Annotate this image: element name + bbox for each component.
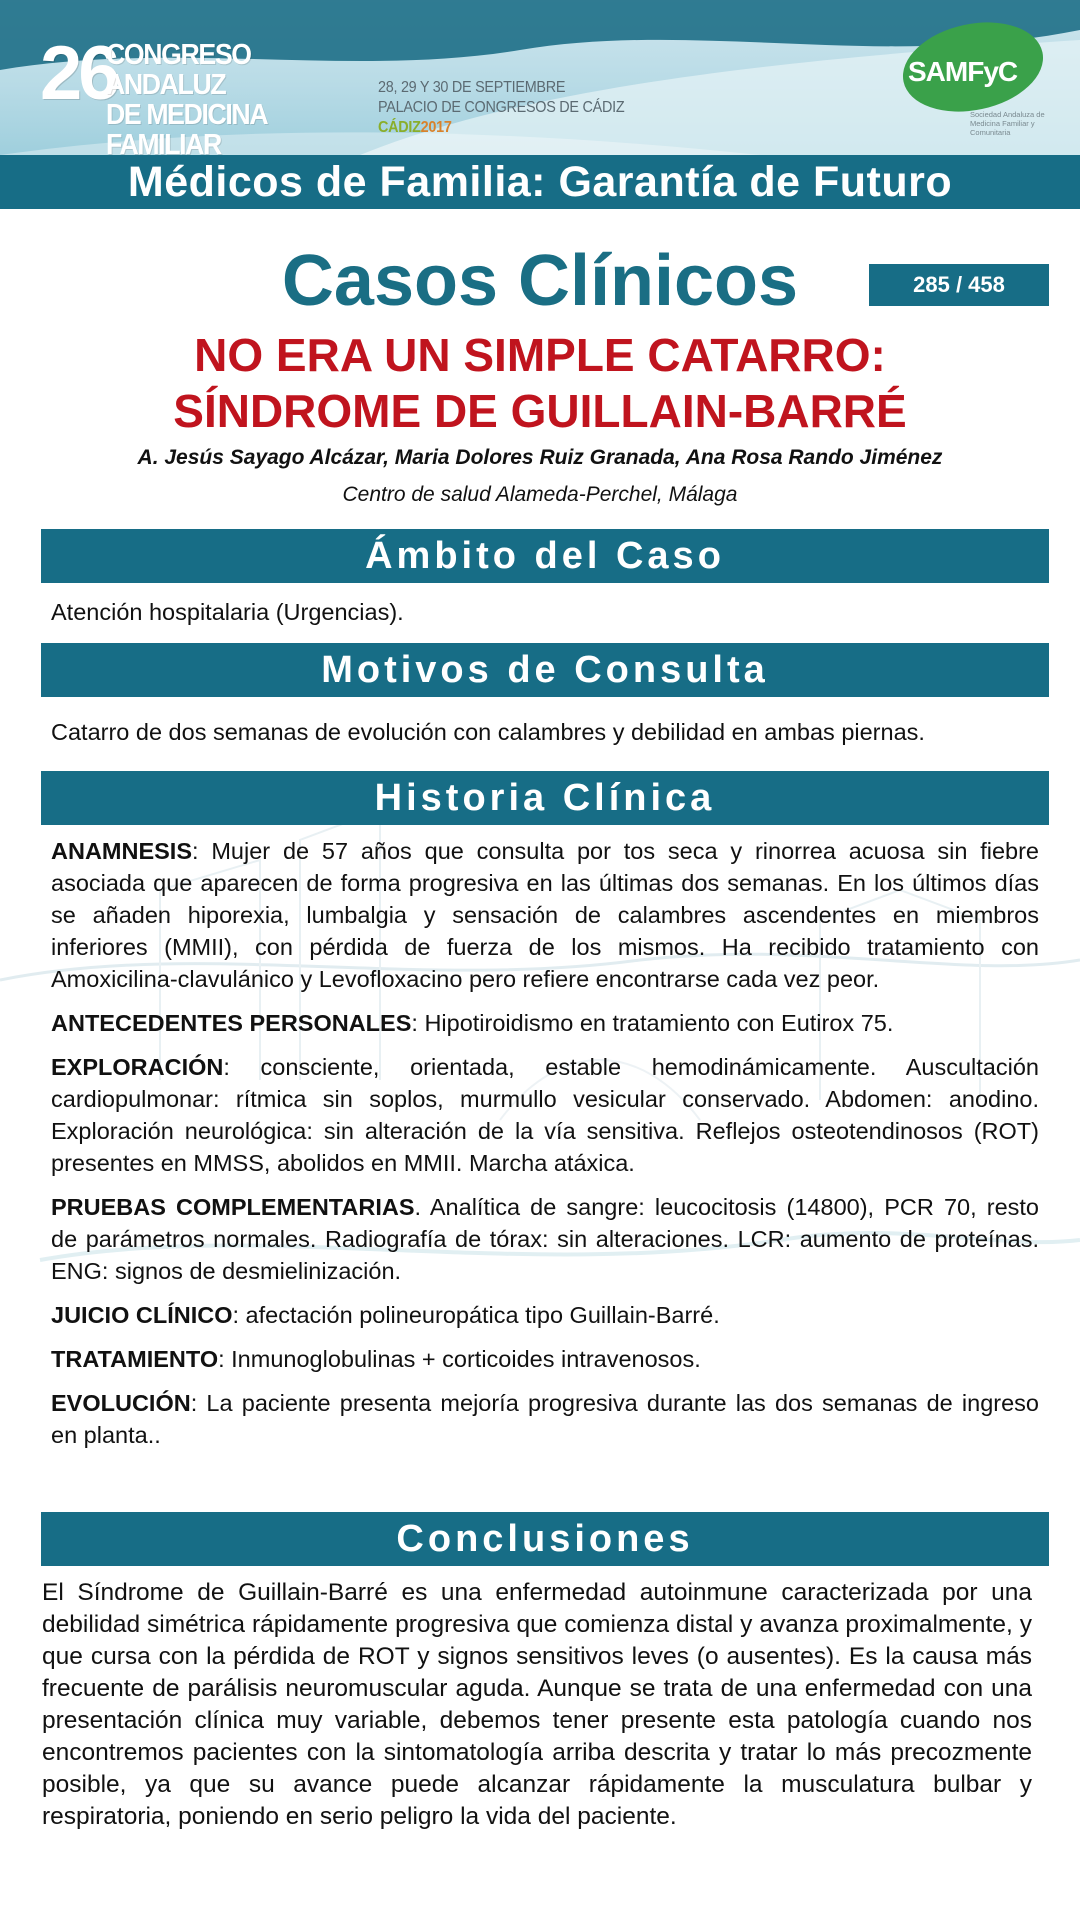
paragraph-text: : La paciente presenta mejoría progresiva durante las dos semanas de ingreso en planta.. [51,1390,1039,1448]
section-header-motivos: Motivos de Consulta [41,643,1049,697]
paragraph-text: : Mujer de 57 años que consulta por tos seca y rinorrea acuosa sin fiebre asociada que aparecen de forma progresiva en las últimas dos semanas. En los últimos días se añaden hiporexia, lumbalgia y sensación de calambres ascendentes en miembros inferiores (MMII), con pérdida de fuerza de los mismos. Ha recibido tratamiento con Amoxicilina-clavulánico y Levofloxacino pero refiere encontrarse cada vez peor. [51,838,1039,992]
paragraph-text: : Hipotiroidismo en tratamiento con Eutirox 75. [411,1010,894,1036]
logo-text: SAMFyC [908,56,1018,87]
congress-city [378,118,624,138]
historia-paragraph [51,1007,1039,1039]
paragraph-label: ANAMNESIS [51,838,193,864]
historia-paragraph [51,1387,1039,1451]
congress-title-line: CONGRESO ANDALUZ [106,39,251,101]
congress-title-line: DE MEDICINA FAMILIAR [106,99,267,155]
section-heading: Casos Clínicos [281,241,799,321]
samfyc-logo [900,24,1048,144]
historia-paragraph [51,1343,1039,1375]
paragraph-label: PRUEBAS COMPLEMENTARIAS [51,1194,415,1220]
paragraph-text: . Analítica de sangre: leucocitosis (14800), PCR 70, resto de parámetros normales. Radiografía de tórax: sin alteraciones. LCR: aumento de proteínas. ENG: signos de desmielinización. [51,1194,1039,1284]
historia-paragraph [51,1051,1039,1179]
city-year: 2017 [420,119,452,136]
congress-venue: PALACIO DE CONGRESOS DE CÁDIZ [378,99,625,116]
historia-body [51,835,1039,1463]
section-header-ambito: Ámbito del Caso [41,529,1049,583]
congress-info [378,78,624,138]
logo-subtitle: Sociedad Andaluza de Medicina Familiar y Comunitaria [970,110,1045,137]
historia-paragraph [51,1191,1039,1287]
health-center: Centro de salud Alameda-Perchel, Málaga [342,483,738,506]
paragraph-text: : afectación polineuropática tipo Guillain-Barré. [232,1302,720,1328]
conclusiones-text: El Síndrome de Guillain-Barré es una enfermedad autoinmune caracterizada por una debilidad simétrica rápidamente progresiva que comienza distal y avanza proximalmente, y que cursa con la pérdida de ROT y signos sensitivos leves (o ausentes). Es la causa más frecuente de parálisis neuromuscular aguda. Aunque se trata de una enfermedad con una presentación clínica muy variable, debemos tener presente esta patología cuando nos encontremos pacientes con la sintomatología arriba descrita y tratar lo más precozmente posible, ya que su avance puede alcanzar rápidamente la musculatura bulbar y respiratoria, poniendo en serio peligro la vida del paciente. [42,1579,1032,1830]
section-header-conclusiones: Conclusiones [41,1512,1049,1566]
authors: A. Jesús Sayago Alcázar, Maria Dolores Ruiz Granada, Ana Rosa Rando Jiménez [137,446,943,469]
paragraph-label: JUICIO CLÍNICO [51,1302,233,1328]
paragraph-label: TRATAMIENTO [51,1346,219,1372]
slogan-bar: Médicos de Familia: Garantía de Futuro [0,155,1080,209]
case-title [0,327,1080,439]
paragraph-label: EXPLORACIÓN [51,1054,224,1080]
paragraph-label: EVOLUCIÓN [51,1390,191,1416]
congress-title [106,40,354,155]
city-name: CÁDIZ [378,119,421,136]
motivos-text: Catarro de dos semanas de evolución con calambres y debilidad en ambas piernas. [51,719,925,745]
paragraph-text: : Inmunoglobulinas + corticoides intravenosos. [218,1346,701,1372]
case-title-line: NO ERA UN SIMPLE CATARRO: [194,329,886,381]
historia-paragraph [51,835,1039,995]
congress-banner [0,0,1080,155]
congress-number: 26 [40,31,117,116]
paragraph-label: ANTECEDENTES PERSONALES [51,1010,412,1036]
historia-paragraph [51,1299,1039,1331]
case-counter-badge: 285 / 458 [869,264,1049,306]
case-title-line: SÍNDROME DE GUILLAIN-BARRÉ [173,385,907,437]
paragraph-text: : consciente, orientada, estable hemodinámicamente. Auscultación cardiopulmonar: rítmica sin soplos, murmullo vesicular conservado. Abdomen: anodino. Exploración neurológica: sin alteración de la vía sensitiva. Reflejos osteotendinosos (ROT) presentes en MMSS, abolidos en MMII. Marcha atáxica. [51,1054,1039,1176]
ambito-text: Atención hospitalaria (Urgencias). [51,599,404,625]
congress-dates: 28, 29 Y 30 DE SEPTIEMBRE [378,79,566,96]
section-header-historia: Historia Clínica [41,771,1049,825]
